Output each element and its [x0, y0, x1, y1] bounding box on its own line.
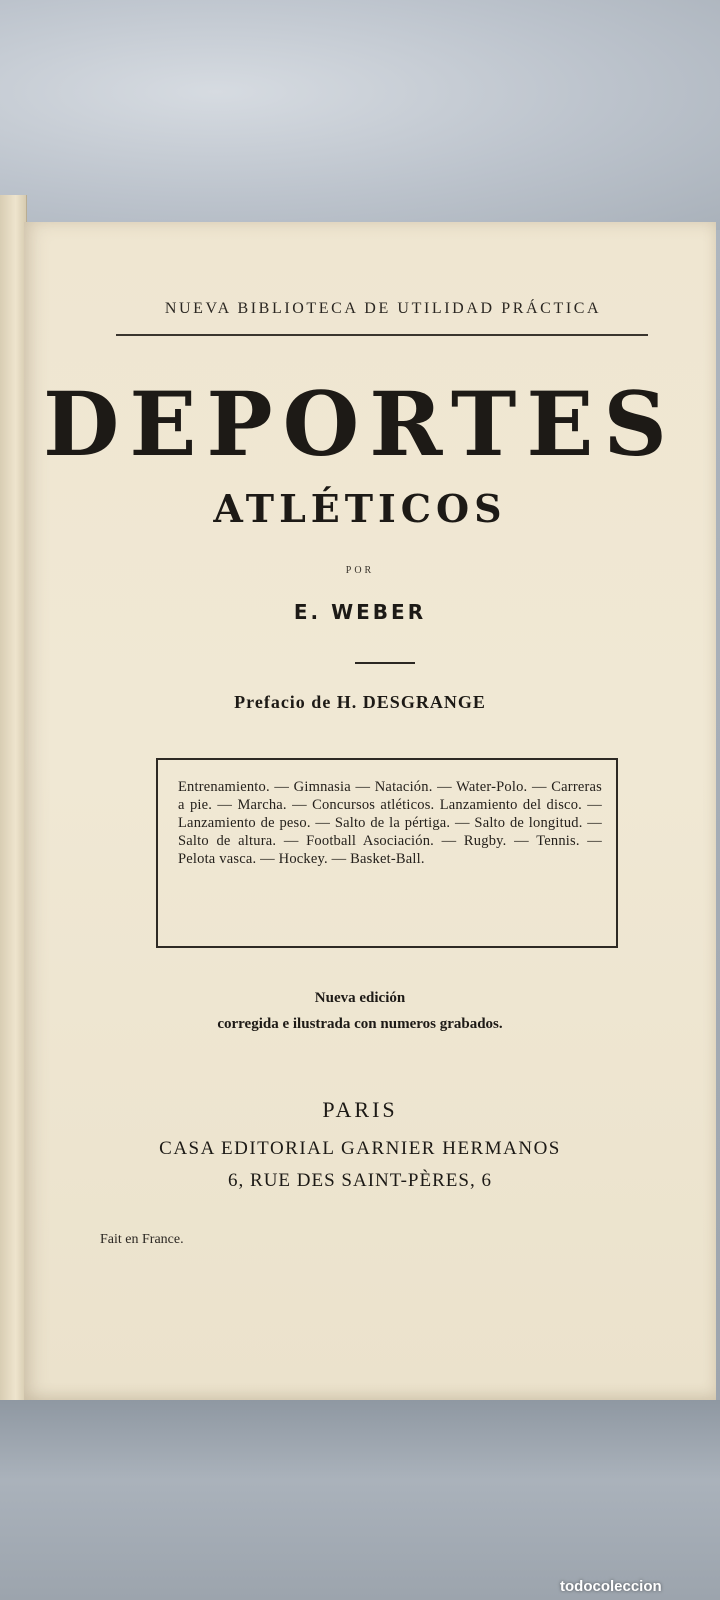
book-subtitle: ATLÉTICOS — [213, 486, 507, 531]
series-rule — [116, 334, 648, 336]
preface-credit: Prefacio de H. DESGRANGE — [234, 692, 486, 712]
publisher-name: CASA EDITORIAL GARNIER HERMANOS — [159, 1138, 561, 1159]
edition-description: corregida e ilustrada con numeros grabados. — [217, 1016, 503, 1032]
series-heading: NUEVA BIBLIOTECA DE UTILIDAD PRÁCTICA — [164, 300, 602, 317]
made-in-note: Fait en France. — [100, 1232, 184, 1247]
contents-box: Entrenamiento. — Gimnasia — Natación. — Water-Polo. — Carreras a pie. — Marcha. — Concursos atléticos. Lanzamiento del disco. — Lanzamiento de peso. — Salto de la pértiga. — Salto de longitud. — Salto de altura. — Football Asociación. — Rugby. — Tennis. — Pelota vasca. — Hockey. — Basket-Ball. — [156, 758, 618, 948]
book-title: DEPORTES — [43, 372, 677, 476]
background-cloth-bottom — [0, 1400, 720, 1600]
watermark-logo: todocoleccion — [560, 1578, 662, 1595]
book-page-edges — [0, 195, 27, 1410]
edition-note: Nueva edición — [314, 990, 406, 1006]
publisher-address: 6, RUE DES SAINT-PÈRES, 6 — [228, 1170, 492, 1191]
author-name: E. WEBER — [293, 600, 427, 624]
publisher-city: PARIS — [322, 1097, 398, 1122]
by-word: POR — [345, 565, 375, 576]
background-cloth-top — [0, 0, 720, 230]
divider-rule — [355, 662, 415, 664]
